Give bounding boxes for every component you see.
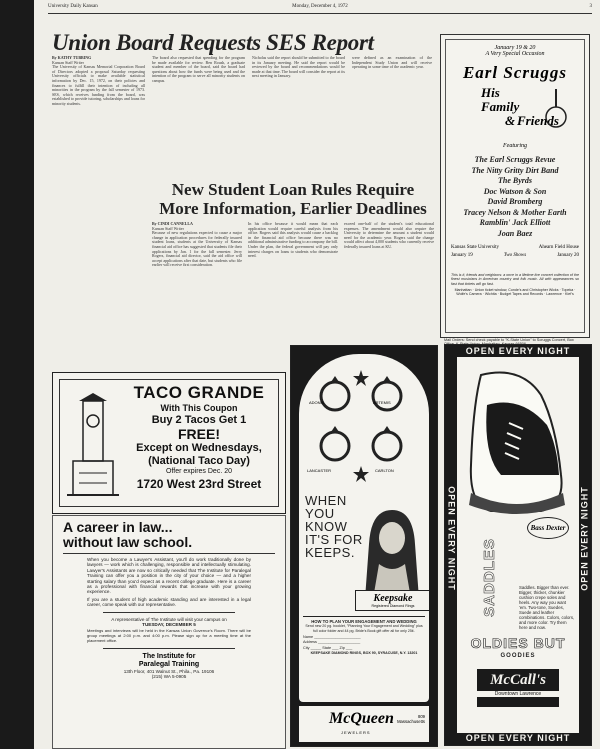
band-4: Doc Watson & Son [483, 186, 547, 196]
story2-column-2-text: In his office because it would mean that each application would require careful analysis from his office. Rogers said this analysis would cause a backlog in the financial aid office because there was no additional administrative funding to accompany the bill. Under the plan, the federal government will pay only interest charges on loans to students who demonstrate need. [248, 222, 338, 259]
law-ad-rule [63, 553, 275, 554]
concert-band-list [441, 155, 589, 239]
concert-dates: January 19 & 20 [494, 45, 536, 51]
concert-his: His [481, 85, 500, 100]
ring-name-1: ADONIS [309, 400, 325, 405]
story1-column-1 [52, 56, 145, 370]
concert-shows: Two Shows [503, 253, 527, 258]
concert-venue-1: Kansas State University [451, 245, 500, 250]
concert-outlets: Manhattan · Union ticket window, Conde's and Christopher Wicks · Topeka · Wolfe's Camera · Wichita · Budget Tapes and Records · Lawrence · Kief's [454, 287, 576, 297]
law-ad-phone: (215) WA 5-0905 [151, 674, 187, 680]
story2-column-1-text: Because of new regulations expected to cause a major change in application procedures for federally insured student loans, students at the University of Kansas financial aid office has suggested that students file their applications by Jan. 1 for the fall semester. Jerry Rogers, financial aid director, said the aid office will accept applications after that date, but students who file earlier will receive first consideration. [152, 230, 242, 268]
band-1: The Earl Scruggs Revue [474, 155, 556, 164]
story1-column-2 [152, 56, 245, 174]
story1-column-4-text: were defined as an examination of the Independent Study Union and will receive operating in some time of the academic year. [352, 56, 432, 70]
keepsake-slogan-1: WHEN [305, 493, 347, 508]
law-ad-address: 13th Floor, 401 Walnut St., Phila., Pa. 19106 [123, 668, 215, 674]
banjo-icon [541, 87, 571, 129]
keepsake-plan-sub: Send new 20 pg. booklet, "Planning Your Engagement and Wedding" plus full color folder and 44 pg. Bride's Book gift offer all for only 25¢. [305, 624, 423, 633]
concert-friends: Friends [517, 113, 559, 128]
taco-ad-name: TACO GRANDE [133, 383, 265, 402]
mcqueen-address-2: Massachusetts [397, 719, 425, 724]
masthead-paper-name: University Daily Kansan [48, 4, 98, 9]
story1-column-3-text: Nicholas said the report should be submitted to the board in its January meeting. He said the report would be reviewed by the board and recommendations would be made at that time. The board will consider the report at its next meeting in January. [252, 56, 345, 79]
form-name-label: Name [303, 634, 314, 639]
keepsake-logo [355, 590, 429, 611]
story1-headline: Union Board Requests SES Report [52, 30, 374, 55]
concert-venues [441, 245, 589, 273]
saddles-vertical-word: SADDLES [480, 537, 498, 617]
story2-role: Kansan Staff Writer [152, 225, 184, 231]
keepsake-slogan-5: KEEPS. [305, 545, 355, 560]
form-zip-label: Zip [339, 645, 345, 650]
form-city-label: City [303, 645, 310, 650]
story2-column-3-text: exceed one-half of the student's total educational expenses. The amendment would also require the University to determine the amount a student would need for the academic year. Rogers said the change would affect about 4,000 students who currently receive federally insured loans at KU. [344, 222, 434, 249]
shoes-goodies-word: GOODIES [500, 653, 536, 659]
ring-name-3: LANCASTER [307, 468, 332, 473]
band-2: The Nitty Gritty Dirt Band [471, 165, 559, 175]
keepsake-mcqueen-ad [290, 345, 438, 747]
woman-portrait-image [361, 504, 423, 599]
oldies-but-goodies: OLDIES BUT [470, 635, 566, 651]
form-state-label: State [322, 645, 332, 650]
concert-ticket-note: This is it, friends and neighbors: a once in a lifetime live concert collection of the finest musicians in American country and folk music. All with appearances so fast that tickets will go fast. [451, 273, 579, 286]
law-ad-body: When you become a Lawyer's Assistant, you'll do work traditionally done by lawyers — work which is challenging, responsible and intellectually stimulating. Lawyer's Assistants are now so critically needed that The Institute for Paralegal Training can offer you a position in the city of your choice — and a higher starting salary than you'd expect as a recent college graduate. Here is a career as a professional with financial rewards that increase with your growing experience. [87, 557, 251, 595]
newspaper-page [34, 0, 600, 749]
taco-ad-national-taco-day: (National Taco Day) [148, 455, 250, 467]
story1-column-1-text: The University of Kansas Memorial Corporation Board of Directors adopted a proposal Saturday requesting University officials to make available statistical information by Dec. 15, 1972, on their policies and finances to fulfill their intention of including all minorities in the program by the fall semester of 1973. SES, which receives funding from the board, was established to provide tutoring, scholarships and loans for minority students. [52, 64, 145, 106]
concert-mail-orders: Mail Orders: Send check payable to "K-State Union" to Scruggs Concert, Box [444, 338, 574, 342]
story2-byline: By CINDI CANNELLA [152, 222, 193, 226]
mccalls-store-sub: Downtown Lawrence [477, 691, 559, 697]
keepsake-brand: Keepsake [373, 593, 413, 604]
masthead-page-number: 3 [589, 4, 592, 9]
taco-ad-address: 1720 West 23rd Street [136, 477, 262, 491]
shoes-ad-banner-right: OPEN EVERY NIGHT [580, 355, 591, 723]
keepsake-slogan-2: YOU [305, 506, 335, 521]
story2-column-1 [152, 222, 242, 370]
concert-venue-2-date: January 20 [557, 253, 579, 258]
mcqueen-store-sub: JEWELERS [341, 730, 371, 735]
law-ad-rule-2 [103, 612, 235, 613]
concert-title-block [441, 83, 589, 135]
band-8: Joan Baez [497, 228, 533, 238]
keepsake-slogan-4: IT'S FOR [305, 532, 363, 547]
shoes-ad-panel [457, 357, 579, 733]
story1-role: Kansan Staff Writer [52, 59, 84, 65]
ring-name-2: ARTEMIS [373, 400, 391, 405]
masthead-rule [48, 13, 592, 14]
law-ad-institute-1: The Institute for [142, 652, 196, 660]
concert-tagline: A Very Special Occasion [485, 51, 545, 57]
band-3: The Byrds [498, 176, 532, 185]
band-5: David Bromberg [487, 197, 543, 206]
story1-column-2-text: The board also requested that spending for the program be made available for review. Ben Roush, a graduate student and member of the board, said the board had questions about how the funds were being used and the intention of the program to serve all minority students on campus. [152, 56, 245, 83]
taco-ad-offer: Buy 2 Tacos Get 1 [151, 414, 247, 426]
saddle-shoe-illustration [461, 365, 571, 515]
keepsake-ad-panel [299, 354, 429, 702]
keepsake-form: HOW TO PLAN YOUR ENGAGEMENT AND WEDDING Send new 20 pg. booklet, "Planning Your Engagement and Wedding" plus full color folder and 44 pg. Bride's Book gift offer all for only 25¢. Name ______________________ Address ____________________ City _____ State ___ Zip ___ KEEPSAKE DIAMOND RINGS, BOX 90, SYRACUSE, N.Y. 13201 [303, 616, 425, 656]
concert-family: Family [481, 99, 520, 114]
law-ad-headline-1: A career in law... [63, 519, 173, 535]
concert-headliner: Earl Scruggs [462, 63, 568, 82]
masthead [48, 4, 592, 9]
mccalls-store-logo [477, 669, 559, 707]
law-ad-institute-2: Paralegal Training [138, 660, 200, 668]
story2-headline: New Student Loan Rules Require More Information, Earlier Deadlines [159, 180, 427, 218]
form-address-label: Address [303, 640, 317, 645]
law-ad-meeting-note: Meetings and interviews will be held in the Kansas Union Governor's Room. There will be group meetings at 2:00 p.m. and 4:00 p.m. Please sign up for a meeting time at the placement office. [87, 628, 251, 644]
taco-ad-expires: Offer expires Dec. 20 [165, 468, 232, 475]
keepsake-slogan-3: KNOW [305, 519, 348, 534]
earl-scruggs-concert-ad [440, 34, 590, 338]
story1-column-4 [352, 56, 432, 174]
law-ad-headline-2: without law school. [63, 534, 193, 550]
concert-featuring: Featuring [503, 143, 527, 149]
keepsake-slogan [305, 494, 365, 559]
paralegal-institute-ad [52, 515, 286, 749]
taco-ad-except: Except on Wednesdays, [136, 442, 262, 454]
band-7: Ramblin' Jack Elliott [479, 218, 551, 227]
keepsake-brand-sub: Registered Diamond Rings [371, 604, 415, 608]
concert-venue-2: Ahearn Field House [538, 245, 579, 250]
shoes-ad-copy: Saddles. Bigger than ever. Bigger, thicker, chunkier cushion crepe soles and heels. Any way you want 'em. Two-tone, Suedes, Suede and leather combinations. Colors, colors, and more color. Try them here and now. [519, 585, 575, 630]
mccalls-store-name: McCall's [490, 672, 546, 688]
concert-ampersand: & [505, 113, 516, 128]
shoes-ad-banner-bottom: OPEN EVERY NIGHT [445, 733, 591, 744]
bass-dexter-logo: Bass Dexter [527, 517, 569, 539]
law-ad-body-2: If you are a student of high academic standing and are interested in a legal career, come speak with our representative. [87, 596, 251, 608]
mcqueen-store-block [299, 706, 429, 742]
shoes-ad-banner-top: OPEN EVERY NIGHT [445, 346, 591, 357]
story1-column-3 [252, 56, 345, 174]
law-ad-visit-date: TUESDAY, DECEMBER 5 [142, 622, 196, 628]
masthead-date: Monday, December 4, 1972 [292, 4, 348, 9]
mcqueen-address-1: 809 [418, 714, 425, 719]
taco-grande-ad [52, 372, 286, 514]
ring-name-4: CARLTON [375, 468, 394, 473]
law-ad-rule-3 [103, 648, 235, 649]
mcqueen-store-name: McQueen [329, 710, 394, 727]
concert-venue-1-date: January 19 [451, 253, 473, 258]
keepsake-mail-address: KEEPSAKE DIAMOND RINGS, BOX 90, SYRACUSE, N.Y. 13201 [310, 651, 418, 656]
story1-byline: By KATHY TUBBING [52, 56, 92, 60]
shoes-ad-banner-left: OPEN EVERY NIGHT [446, 355, 457, 723]
mccalls-shoes-ad [444, 344, 592, 746]
taco-bell-tower-icon [65, 393, 121, 505]
keepsake-plan-title: HOW TO PLAN YOUR ENGAGEMENT AND WEDDING [311, 619, 417, 624]
band-6: Tracey Nelson & Mother Earth [463, 207, 567, 217]
taco-ad-coupon: With This Coupon [160, 403, 238, 413]
law-ad-rep: A representative of The Institute will visit your campus on [111, 616, 227, 622]
taco-ad-free: FREE! [178, 426, 220, 442]
saddles-vertical-wrap [463, 537, 515, 617]
